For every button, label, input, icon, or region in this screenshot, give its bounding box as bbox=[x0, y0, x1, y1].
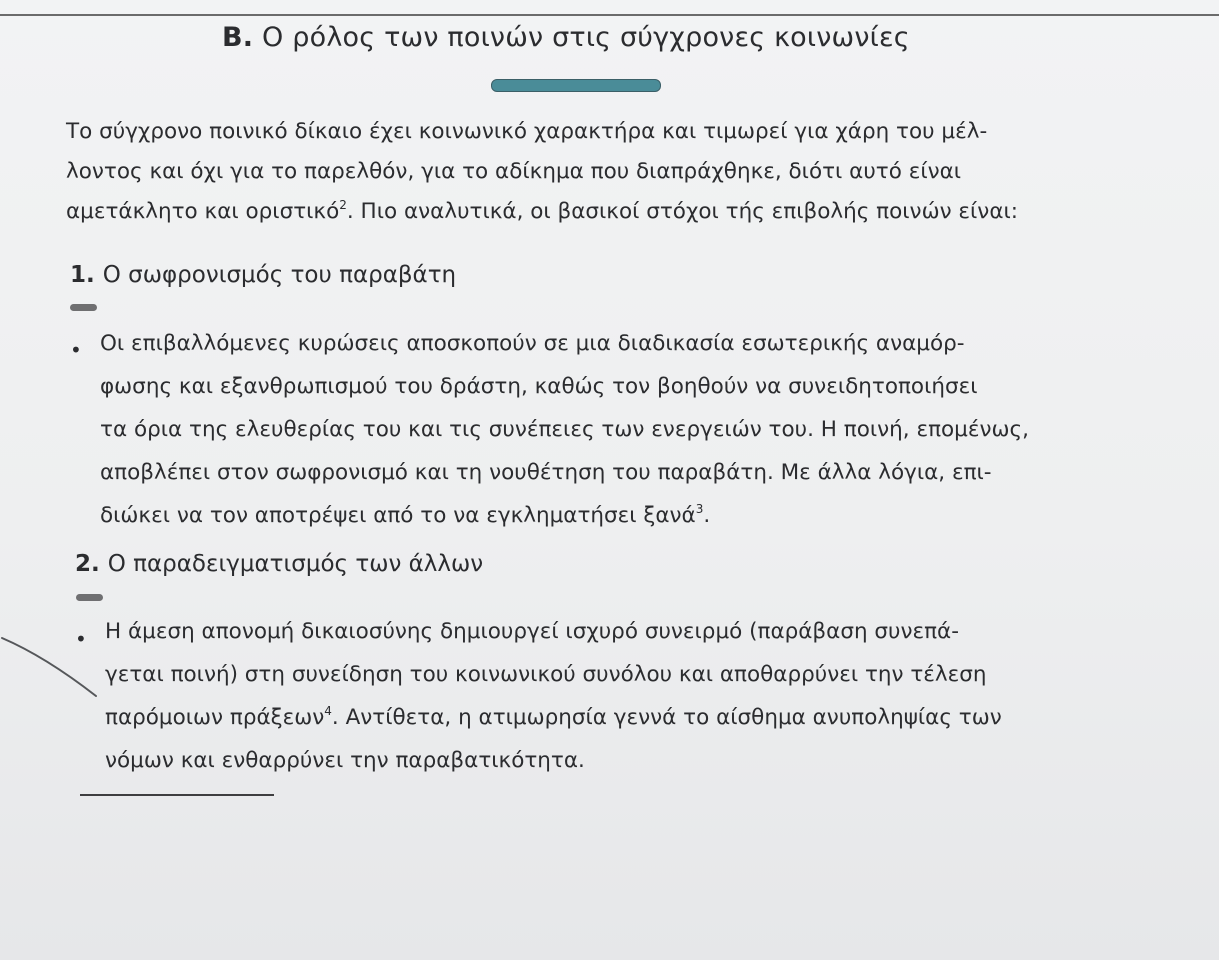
intro-line bbox=[66, 192, 1096, 232]
intro-text: . Πιο αναλυτικά, οι βασικοί στόχοι τής επιβολής ποινών είναι: bbox=[346, 199, 1019, 224]
heading-marker bbox=[70, 304, 97, 311]
top-rule bbox=[0, 14, 1219, 16]
point-1-period: . bbox=[703, 503, 711, 528]
point-1-text bbox=[100, 322, 1100, 537]
point-1-text-end: διώκει να τον αποτρέψει από το να εγκληματήσει ξανά bbox=[100, 503, 696, 528]
footnote-separator bbox=[80, 794, 274, 796]
point-1-line: αποβλέπει στον σωφρονισμό και τη νουθέτηση του παραβάτη. Με άλλα λόγια, επι- bbox=[100, 460, 992, 485]
point-2-line bbox=[105, 696, 1105, 739]
point-number: 1. bbox=[70, 262, 95, 288]
pencil-margin-mark bbox=[0, 600, 110, 700]
footnote-ref: 4 bbox=[324, 704, 332, 718]
intro-paragraph bbox=[66, 112, 1096, 232]
point-2-line: γεται ποινή) στη συνείδηση του κοινωνικού συνόλου και αποθαρρύνει την τέλεση bbox=[105, 662, 987, 687]
point-1-line: Οι επιβαλλόμενες κυρώσεις αποσκοπούν σε μια διαδικασία εσωτερικής αναμόρ- bbox=[100, 331, 965, 356]
section-title-text: Ο ρόλος των ποινών στις σύγχρονες κοινωνίες bbox=[262, 22, 910, 53]
point-heading-text: Ο σωφρονισμός του παραβάτη bbox=[102, 262, 457, 288]
bullet-dot: • bbox=[70, 338, 82, 362]
intro-text: αμετάκλητο και οριστικό bbox=[66, 199, 340, 224]
section-letter: B. bbox=[222, 22, 254, 53]
point-2-text-part: παρόμοιων πράξεων bbox=[105, 705, 325, 730]
point-2-line: Η άμεση απονομή δικαιοσύνης δημιουργεί ισχυρό συνειρμό (παράβαση συνεπά- bbox=[105, 619, 959, 644]
point-1-line: τα όρια της ελευθερίας του και τις συνέπειες των ενεργειών του. Η ποινή, επομένως, bbox=[100, 417, 1029, 442]
intro-line: Το σύγχρονο ποινικό δίκαιο έχει κοινωνικό χαρακτήρα και τιμωρεί για χάρη του μέλ- bbox=[66, 119, 988, 144]
point-1-line bbox=[100, 494, 1100, 537]
bullet-dot: • bbox=[75, 627, 87, 651]
point-1-line: φωσης και εξανθρωπισμού του δράστη, καθώς τον βοηθούν να συνειδητοποιήσει bbox=[100, 374, 978, 399]
point-2-heading bbox=[75, 551, 483, 577]
point-2-line: νόμων και ενθαρρύνει την παραβατικότητα. bbox=[105, 748, 585, 773]
point-heading-text: Ο παραδειγματισμός των άλλων bbox=[107, 551, 484, 577]
point-number: 2. bbox=[75, 551, 100, 577]
point-2-text-part: . Αντίθετα, η ατιμωρησία γεννά το αίσθημα ανυποληψίας των bbox=[331, 705, 1002, 730]
footnote-ref: 2 bbox=[339, 198, 347, 212]
section-title bbox=[222, 22, 910, 53]
footnote-ref: 3 bbox=[695, 502, 704, 516]
point-2-text bbox=[105, 610, 1105, 782]
point-1-heading bbox=[70, 262, 456, 288]
intro-line: λοντος και όχι για το παρελθόν, για το αδίκημα που διαπράχθηκε, διότι αυτό είναι bbox=[66, 159, 962, 184]
title-accent-bar bbox=[491, 79, 661, 92]
